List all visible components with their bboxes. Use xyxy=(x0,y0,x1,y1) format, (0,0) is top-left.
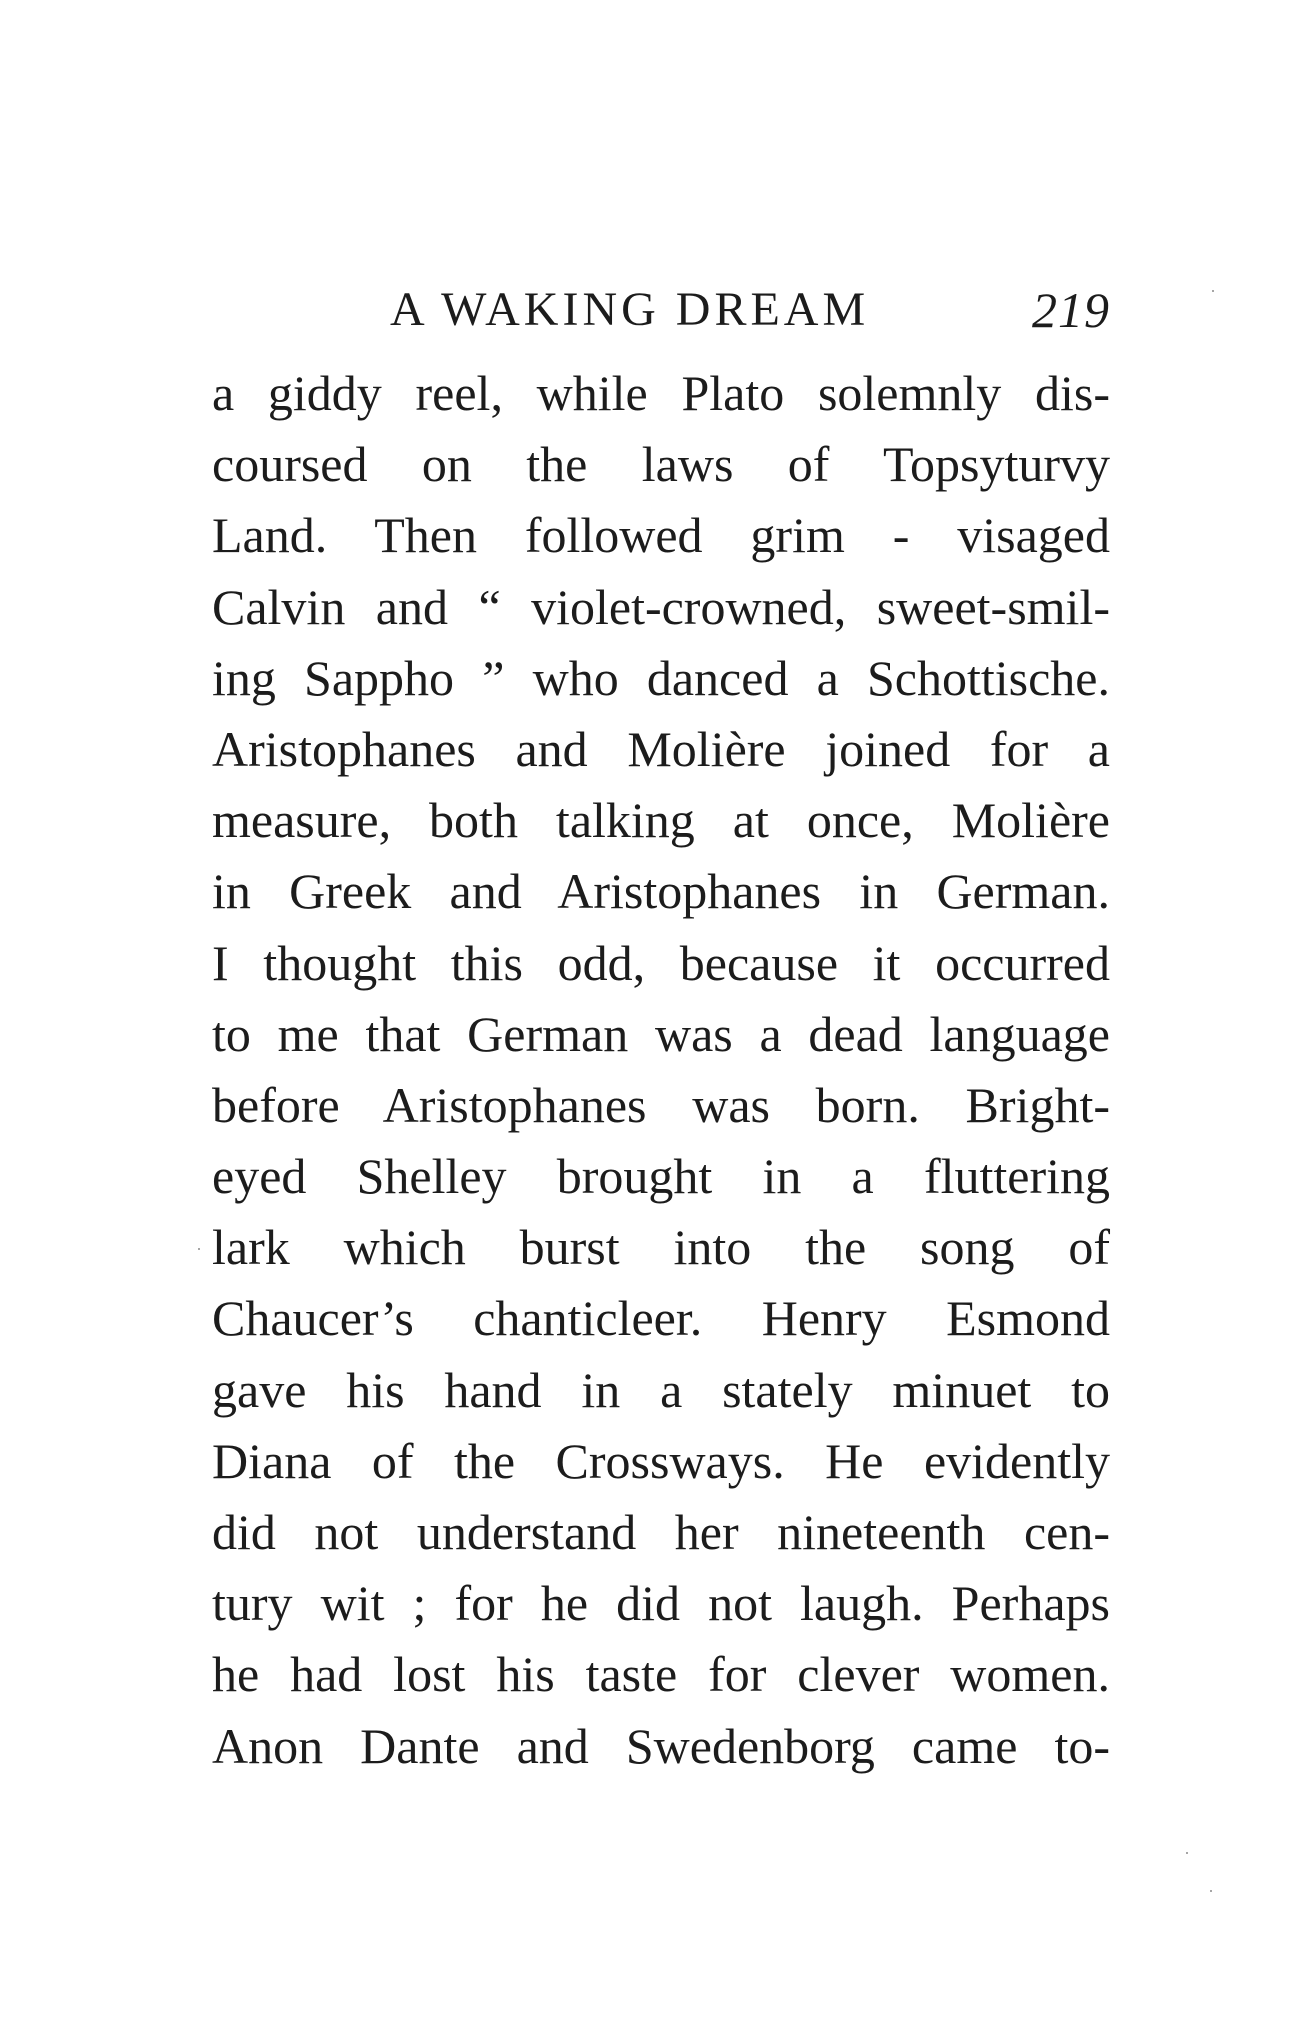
body-text xyxy=(212,358,1110,1782)
text-line: he had lost his taste for clever women. xyxy=(212,1646,1110,1703)
text-line: Anon Dante and Swedenborg came to- xyxy=(212,1717,1110,1774)
running-head: A WAKING DREAM xyxy=(390,283,870,336)
text-line: to me that German was a dead language xyxy=(212,1005,1110,1062)
text-line: coursed on the laws of Topsyturvy xyxy=(212,436,1110,493)
text-line: before Aristophanes was born. Bright- xyxy=(212,1076,1110,1133)
page-header xyxy=(210,274,1110,346)
page-number: 219 xyxy=(1032,282,1110,338)
text-line: Calvin and “ violet-crowned, sweet-smil- xyxy=(212,578,1110,635)
scan-speck xyxy=(1212,290,1214,292)
text-line: a giddy reel, while Plato solemnly dis- xyxy=(212,365,1110,421)
text-line: I thought this odd, because it occurred xyxy=(212,934,1110,991)
text-line: eyed Shelley brought in a fluttering xyxy=(212,1148,1110,1205)
text-line: ing Sappho ” who danced a Schottische. xyxy=(212,649,1110,706)
text-line: lark which burst into the song of xyxy=(212,1219,1110,1276)
text-line: Diana of the Crossways. He evidently xyxy=(212,1432,1110,1489)
text-line: Aristophanes and Molière joined for a xyxy=(212,720,1110,777)
scan-speck xyxy=(1186,1852,1188,1854)
text-line: measure, both talking at once, Molière xyxy=(212,792,1110,849)
text-line: Chaucer’s chanticleer. Henry Esmond xyxy=(212,1290,1110,1347)
text-line: gave his hand in a stately minuet to xyxy=(212,1361,1110,1418)
text-line: in Greek and Aristophanes in German. xyxy=(212,863,1110,920)
text-line: Land. Then followed grim - visaged xyxy=(212,507,1110,564)
scan-speck xyxy=(198,1248,200,1250)
text-line: tury wit ; for he did not laugh. Perhaps xyxy=(212,1575,1110,1632)
scan-speck xyxy=(1210,1890,1212,1892)
text-line: did not understand her nineteenth cen- xyxy=(212,1504,1110,1560)
